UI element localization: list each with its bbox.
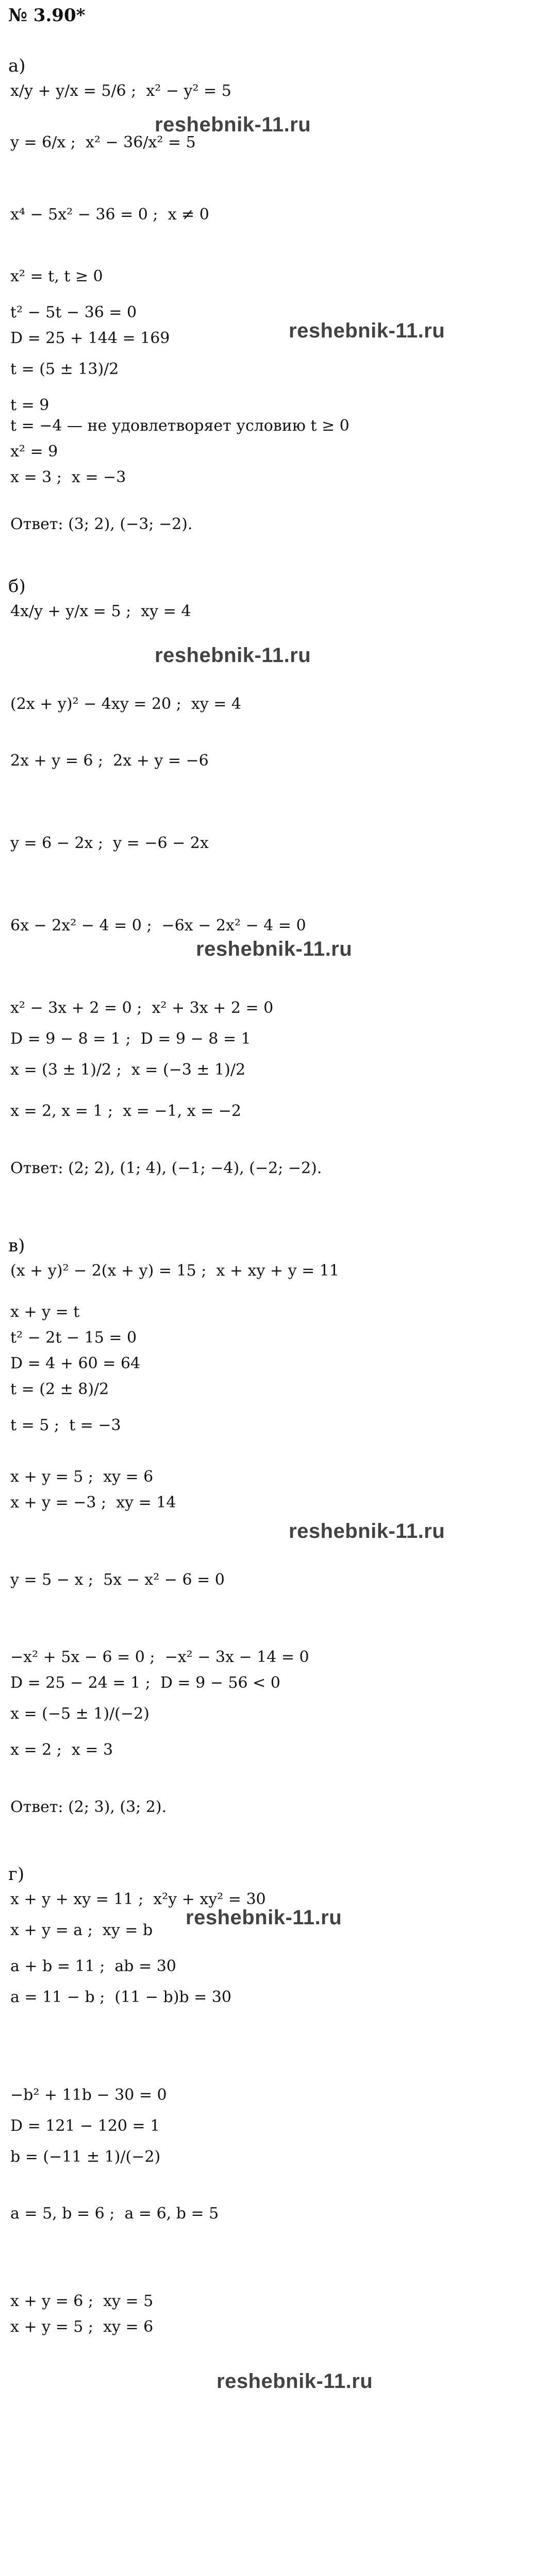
part-b-label: б) bbox=[8, 576, 26, 597]
part-g-label: г) bbox=[8, 1864, 25, 1885]
b-line-2: (2x + y)² − 4xy = 20 ; xy = 4 bbox=[10, 695, 242, 713]
v-line-13: x = 2 ; x = 3 bbox=[10, 1741, 113, 1759]
a-line-6: D = 25 + 144 = 169 bbox=[10, 329, 170, 347]
b-line-7: D = 9 − 8 = 1 ; D = 9 − 8 = 1 bbox=[10, 1030, 251, 1048]
a-line-11: x = 3 ; x = −3 bbox=[10, 468, 126, 486]
b-line-6: x² − 3x + 2 = 0 ; x² + 3x + 2 = 0 bbox=[10, 999, 274, 1017]
b-line-9: x = 2, x = 1 ; x = −1, x = −2 bbox=[10, 1102, 241, 1120]
a-line-7: t = (5 ± 13)/2 bbox=[10, 360, 119, 378]
problem-number: № 3.90* bbox=[8, 5, 86, 26]
g-line-2: x + y = a ; xy = b bbox=[10, 1921, 153, 1939]
part-v-label: в) bbox=[8, 1235, 25, 1256]
watermark: reshebnik-11.ru bbox=[155, 113, 311, 136]
watermark: reshebnik-11.ru bbox=[289, 1520, 445, 1543]
v-line-4: D = 4 + 60 = 64 bbox=[10, 1354, 141, 1372]
v-line-11: D = 25 − 24 = 1 ; D = 9 − 56 < 0 bbox=[10, 1674, 280, 1692]
g-line-4: a = 11 − b ; (11 − b)b = 30 bbox=[10, 1988, 231, 2006]
g-line-3: a + b = 11 ; ab = 30 bbox=[10, 1957, 176, 1975]
v-line-3: t² − 2t − 15 = 0 bbox=[10, 1329, 137, 1347]
b-line-5: 6x − 2x² − 4 = 0 ; −6x − 2x² − 4 = 0 bbox=[10, 917, 306, 935]
a-line-10: x² = 9 bbox=[10, 443, 58, 461]
watermark: reshebnik-11.ru bbox=[196, 938, 353, 960]
v-line-10: −x² + 5x − 6 = 0 ; −x² − 3x − 14 = 0 bbox=[10, 1648, 309, 1666]
watermark: reshebnik-11.ru bbox=[289, 319, 445, 342]
a-line-1: x/y + y/x = 5/6 ; x² − y² = 5 bbox=[10, 82, 231, 100]
v-answer: Ответ: (2; 3), (3; 2). bbox=[10, 1798, 167, 1816]
v-line-9: y = 5 − x ; 5x − x² − 6 = 0 bbox=[10, 1571, 225, 1589]
g-line-5: −b² + 11b − 30 = 0 bbox=[10, 2086, 167, 2104]
watermark: reshebnik-11.ru bbox=[186, 1906, 342, 1929]
v-line-6: t = 5 ; t = −3 bbox=[10, 1416, 121, 1434]
a-line-3: x⁴ − 5x² − 36 = 0 ; x ≠ 0 bbox=[10, 206, 209, 224]
a-answer: Ответ: (3; 2), (−3; −2). bbox=[10, 515, 193, 533]
b-line-3: 2x + y = 6 ; 2x + y = −6 bbox=[10, 752, 209, 770]
a-line-5: t² − 5t − 36 = 0 bbox=[10, 303, 137, 321]
watermark: reshebnik-11.ru bbox=[217, 2370, 373, 2393]
g-line-10: x + y = 5 ; xy = 6 bbox=[10, 2318, 154, 2336]
v-line-8: x + y = −3 ; xy = 14 bbox=[10, 1494, 176, 1512]
v-line-12: x = (−5 ± 1)/(−2) bbox=[10, 1705, 150, 1723]
b-line-4: y = 6 − 2x ; y = −6 − 2x bbox=[10, 834, 209, 852]
watermark: reshebnik-11.ru bbox=[155, 644, 311, 667]
g-line-9: x + y = 6 ; xy = 5 bbox=[10, 2292, 154, 2310]
v-line-5: t = (2 ± 8)/2 bbox=[10, 1380, 109, 1398]
g-line-8: a = 5, b = 6 ; a = 6, b = 5 bbox=[10, 2205, 219, 2223]
g-line-7: b = (−11 ± 1)/(−2) bbox=[10, 2148, 161, 2166]
a-line-4: x² = t, t ≥ 0 bbox=[10, 267, 103, 285]
a-line-8: t = 9 bbox=[10, 396, 49, 414]
v-line-7: x + y = 5 ; xy = 6 bbox=[10, 1468, 154, 1486]
v-line-2: x + y = t bbox=[10, 1303, 80, 1321]
part-a-label: а) bbox=[8, 56, 26, 76]
a-line-2: y = 6/x ; x² − 36/x² = 5 bbox=[10, 133, 196, 151]
g-line-1: x + y + xy = 11 ; x²y + xy² = 30 bbox=[10, 1890, 266, 1908]
b-answer: Ответ: (2; 2), (1; 4), (−1; −4), (−2; −2). bbox=[10, 1159, 322, 1177]
v-line-1: (x + y)² − 2(x + y) = 15 ; x + xy + y = 11 bbox=[10, 1262, 339, 1280]
b-line-8: x = (3 ± 1)/2 ; x = (−3 ± 1)/2 bbox=[10, 1061, 246, 1079]
b-line-1: 4x/y + y/x = 5 ; xy = 4 bbox=[10, 602, 191, 620]
a-line-9: t = −4 — не удовлетворяет условию t ≥ 0 bbox=[10, 417, 350, 435]
g-line-6: D = 121 − 120 = 1 bbox=[10, 2117, 160, 2135]
